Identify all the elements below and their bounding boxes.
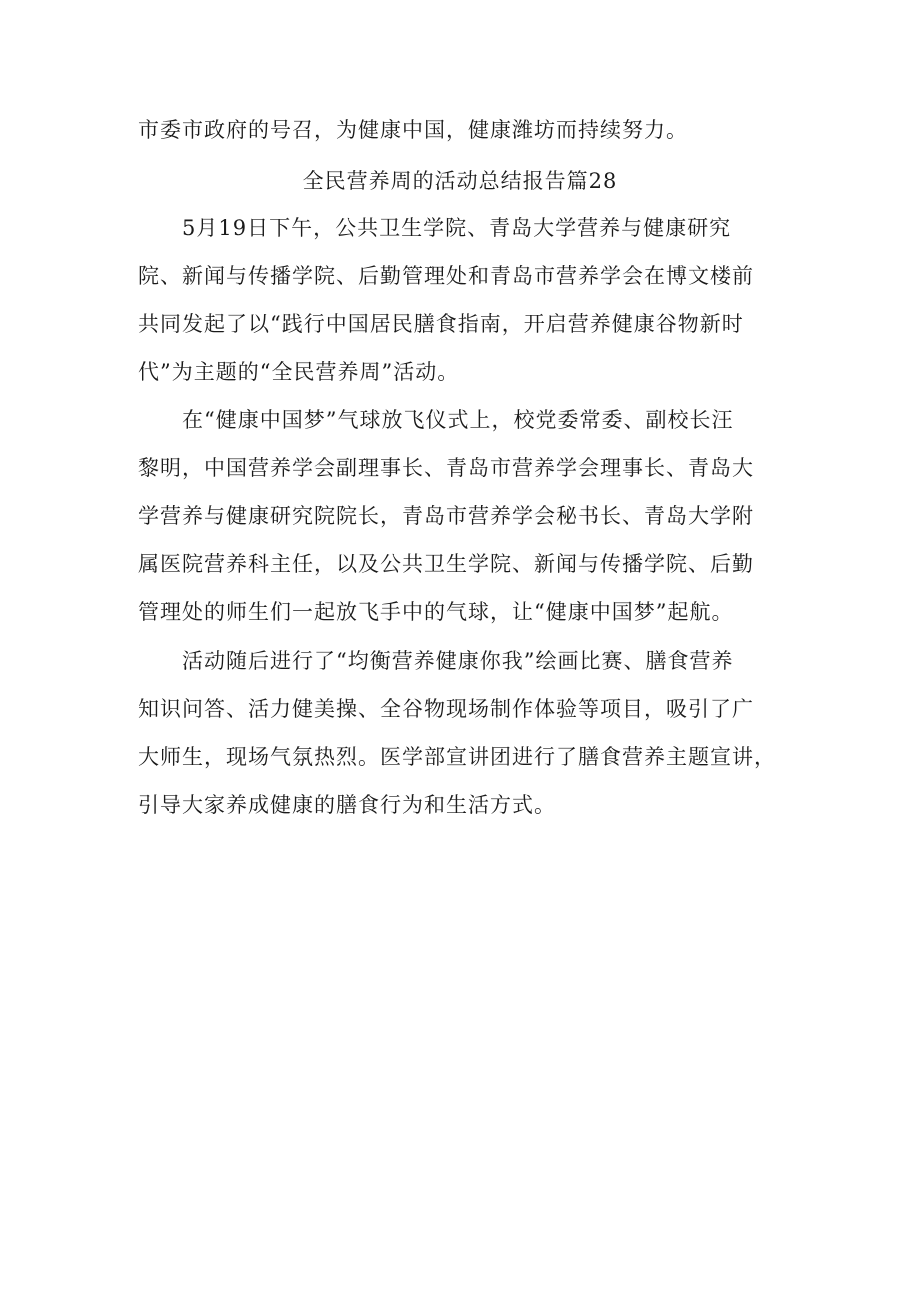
text-line: 学营养与健康研究院院长，青岛市营养学会秘书长、青岛大学附 xyxy=(138,504,754,528)
text-line: 5月19日下午，公共卫生学院、青岛大学营养与健康研究 xyxy=(182,216,732,240)
text-line: 属医院营养科主任，以及公共卫生学院、新闻与传播学院、后勤 xyxy=(138,552,754,576)
text-line: 市委市政府的号召，为健康中国，健康潍坊而持续努力。 xyxy=(138,118,688,142)
paragraph-2 xyxy=(138,396,798,636)
continuation-paragraph xyxy=(138,106,798,154)
text-line: 活动随后进行了“均衡营养健康你我”绘画比赛、膳食营养 xyxy=(182,649,734,673)
text-line: 共同发起了以“践行中国居民膳食指南，开启营养健康谷物新时 xyxy=(138,312,744,336)
paragraph-1 xyxy=(138,204,798,396)
text-line: 引导大家养成健康的膳食行为和生活方式。 xyxy=(138,793,556,817)
text-line: 院、新闻与传播学院、后勤管理处和青岛市营养学会在博文楼前 xyxy=(138,264,754,288)
text-line: 黎明，中国营养学会副理事长、青岛市营养学会理事长、青岛大 xyxy=(138,456,754,480)
text-line: 知识问答、活力健美操、全谷物现场制作体验等项目，吸引了广 xyxy=(138,697,754,721)
text-line: 管理处的师生们一起放飞手中的气球，让“健康中国梦”起航。 xyxy=(138,600,734,624)
text-line: 大师生，现场气氛热烈。医学部宣讲团进行了膳食营养主题宣讲， xyxy=(138,745,776,769)
text-line: 代”为主题的“全民营养周”活动。 xyxy=(138,360,460,384)
section-title: 全民营养周的活动总结报告篇28 xyxy=(302,169,618,193)
text-line: 在“健康中国梦”气球放飞仪式上，校党委常委、副校长汪 xyxy=(182,408,734,432)
paragraph-3 xyxy=(138,637,798,829)
